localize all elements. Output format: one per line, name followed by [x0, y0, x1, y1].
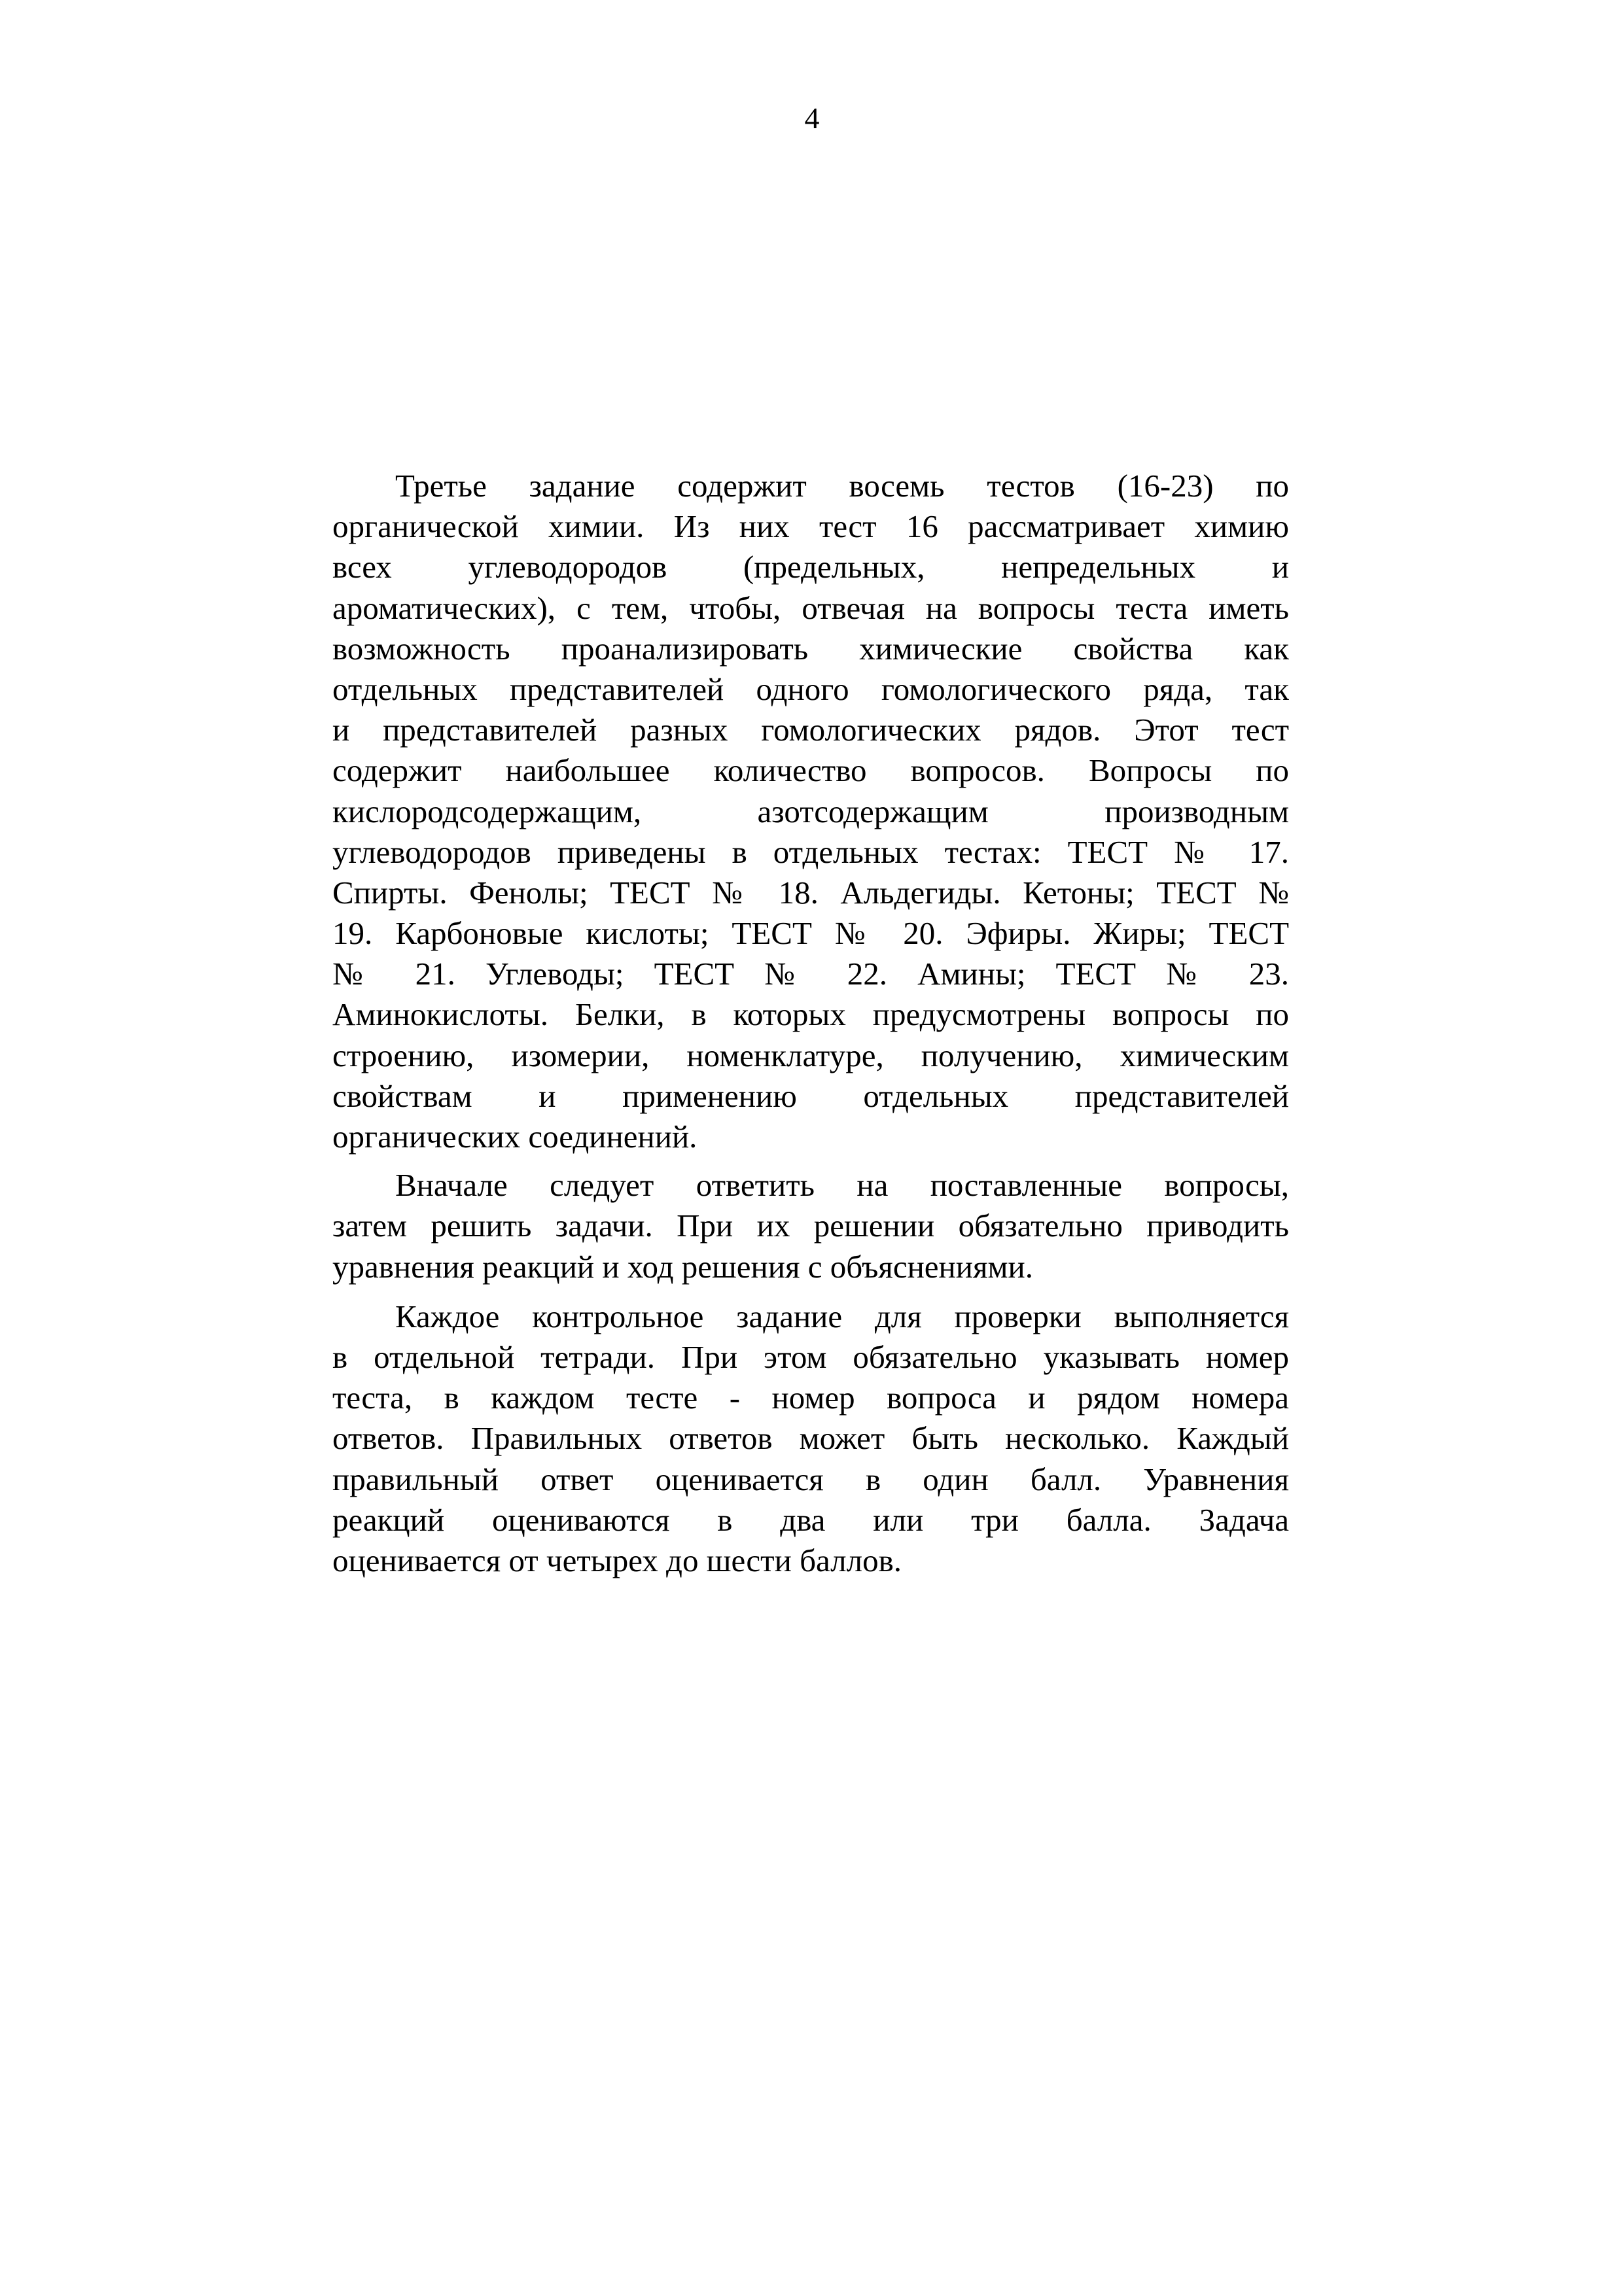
text-line: уравнения реакций и ход решения с объяснениями.: [332, 1248, 1034, 1285]
text-line: правильный ответ оценивается в один балл. Уравнения: [332, 1461, 1289, 1497]
text-line: содержит наибольшее количество вопросов. Вопросы по: [332, 752, 1289, 789]
text-line: № 21. Углеводы; ТЕСТ № 22. Амины; ТЕСТ № 23.: [332, 956, 1289, 992]
text-line: ответов. Правильных ответов может быть несколько. Каждый: [332, 1420, 1289, 1457]
text-line: ароматических), с тем, чтобы, отвечая на вопросы теста иметь: [332, 589, 1289, 626]
text-line: органических соединений.: [332, 1119, 697, 1155]
text-line: Третье задание содержит восемь тестов (16-23) по: [395, 468, 1289, 504]
text-line: Каждое контрольное задание для проверки выполняется: [395, 1298, 1289, 1334]
text-line: свойствам и применению отдельных представителей: [332, 1077, 1289, 1114]
paragraph-answer-order: [332, 1165, 1289, 1287]
text-line: отдельных представителей одного гомологического ряда, так: [332, 670, 1289, 707]
page-number: 4: [804, 101, 820, 135]
text-line: кислородсодержащим, азотсодержащим производным: [332, 793, 1289, 829]
text-line: теста, в каждом тесте - номер вопроса и рядом номера: [332, 1380, 1289, 1416]
text-line: реакций оцениваются в два или три балла. Задача: [332, 1501, 1289, 1538]
text-line: затем решить задачи. При их решении обязательно приводить: [332, 1208, 1289, 1244]
text-line: оценивается от четырех до шести баллов.: [332, 1542, 902, 1578]
text-line: Вначале следует ответить на поставленные вопросы,: [395, 1167, 1289, 1204]
text-line: органической химии. Из них тест 16 рассматривает химию: [332, 508, 1289, 545]
text-line: и представителей разных гомологических рядов. Этот тест: [332, 712, 1289, 748]
paragraph-tests-overview: [332, 466, 1289, 1157]
text-line: возможность проанализировать химические свойства как: [332, 630, 1289, 667]
text-line: всех углеводородов (предельных, непредельных и: [332, 549, 1289, 585]
text-line: 19. Карбоновые кислоты; ТЕСТ № 20. Эфиры. Жиры; ТЕСТ: [332, 915, 1289, 952]
body-text: [332, 466, 1289, 1581]
text-line: углеводородов приведены в отдельных тестах: ТЕСТ № 17.: [332, 833, 1289, 870]
text-line: в отдельной тетради. При этом обязательно указывать номер: [332, 1338, 1289, 1375]
text-line: Аминокислоты. Белки, в которых предусмотрены вопросы по: [332, 996, 1289, 1033]
text-line: строению, изомерии, номенклатуре, получению, химическим: [332, 1037, 1289, 1073]
text-line: Спирты. Фенолы; ТЕСТ № 18. Альдегиды. Кетоны; ТЕСТ №: [332, 874, 1289, 911]
paragraph-grading: [332, 1296, 1289, 1581]
